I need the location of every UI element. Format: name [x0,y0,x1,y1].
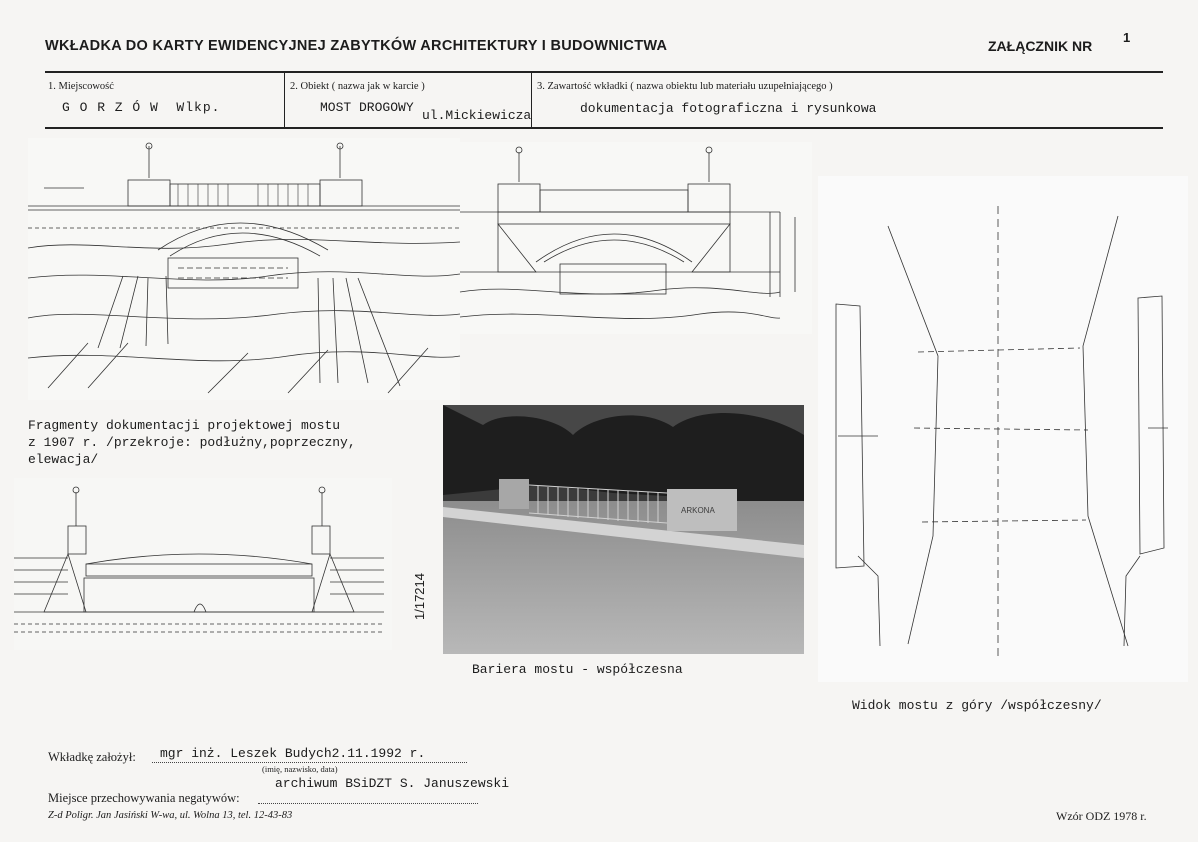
negatives-label: Miejsce przechowywania negatywów: [48,791,240,805]
printer-info: Z-d Poligr. Jan Jasiński W-wa, ul. Wolna 13, tel. 12-43-83 [48,810,293,821]
project-docs-caption-line-3: elewacja/ [28,452,99,467]
attachment-label: ZAŁĄCZNIK NR [988,38,1093,54]
elevation-drawing [14,478,392,650]
attachment-number: 1 [1123,30,1131,45]
project-docs-caption-line-1: Fragmenty dokumentacji projektowej mostu [28,418,341,433]
negatives-dotted-line [258,803,478,804]
top-view-drawing [818,176,1188,682]
object-value-street: ul.Mickiewicza [422,108,532,123]
photo-side-number: 1/17214 [412,573,427,620]
cross-section-drawing [460,142,812,334]
created-by-label: Wkładkę założył: [48,750,136,764]
top-view-caption: Widok mostu z góry /współczesny/ [852,698,1102,713]
form-code: Wzór ODZ 1978 r. [1056,809,1147,823]
photo-caption: Bariera mostu - współczesna [472,662,683,677]
photo-graffiti: ARKONA [681,506,715,515]
document-title: WKŁADKA DO KARTY EWIDENCYJNEJ ZABYTKÓW ARCHITEKTURY I BUDOWNICTWA [45,38,668,54]
contents-label: 3. Zawartość wkładki ( nazwa obiektu lub materiału uzupełniającego ) [537,81,833,92]
object-label: 2. Obiekt ( nazwa jak w karcie ) [290,81,425,92]
object-value-main: MOST DROGOWY [320,100,414,115]
archive-value: archiwum BSiDZT S. Januszewski [275,776,510,791]
bridge-barrier-photo [443,405,804,654]
location-value: G O R Z Ó W Wlkp. [62,100,221,115]
project-docs-caption-line-2: z 1907 r. /przekroje: podłużny,poprzeczny, [28,435,356,450]
created-by-value: mgr inż. Leszek Budych2.11.1992 r. [160,746,426,761]
header-top-rule [45,71,1163,73]
field-divider-1 [284,73,285,127]
header-bottom-rule [45,127,1163,129]
location-label: 1. Miejscowość [48,81,114,92]
created-by-dotted-line [152,762,467,763]
created-by-hint: (imię, nazwisko, data) [262,764,338,774]
longitudinal-section-drawing [28,138,460,400]
contents-value: dokumentacja fotograficzna i rysunkowa [580,101,877,116]
